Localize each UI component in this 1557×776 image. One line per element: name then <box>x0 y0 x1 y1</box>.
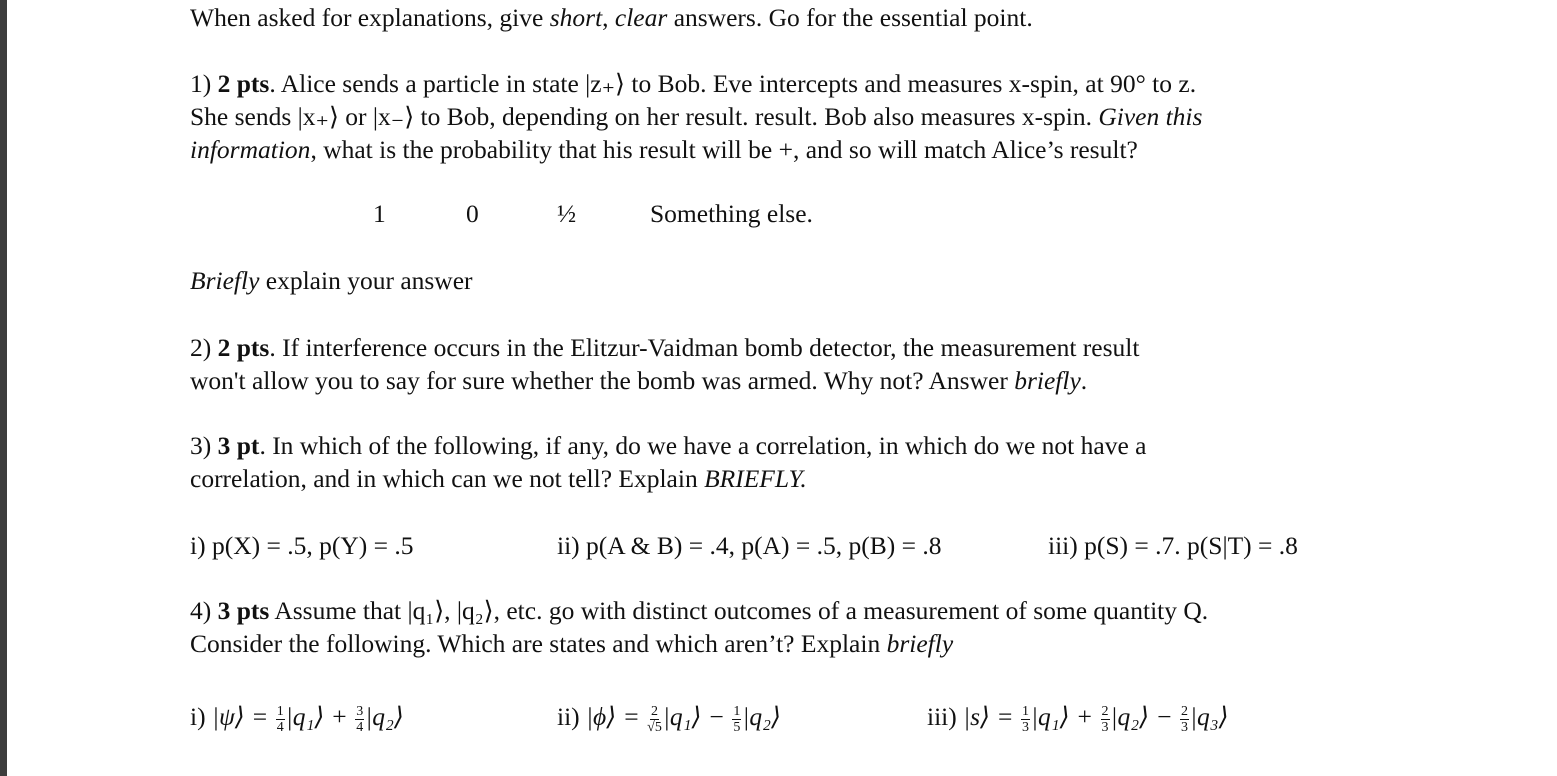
q3-number: 3) <box>190 431 212 460</box>
q3-em-briefly: BRIEFLY. <box>704 464 807 493</box>
q3-item-i: i) p(X) = .5, p(Y) = .5 <box>190 531 414 560</box>
q1-text-1: . Alice sends a particle in state |z₊⟩ to Bob. Eve intercepts and measures x-spin, at 90° to z. <box>269 69 1197 98</box>
eq-iii-ket-1: |q₁⟩ + <box>1030 702 1094 731</box>
intro-em-short: short <box>549 3 603 32</box>
eq-ii-frac-1 <box>647 704 662 735</box>
left-edge-bar <box>0 0 7 776</box>
q4-equation-ii <box>557 700 781 735</box>
eq-i-ket-1: |q₁⟩ + <box>285 702 348 731</box>
q3-points: 3 pt <box>217 431 260 460</box>
eq-i-frac-2 <box>355 704 364 735</box>
frac-den: 5 <box>733 719 741 735</box>
question-4 <box>190 594 1490 660</box>
eq-i-label: i) <box>190 702 206 731</box>
eq-ii-frac-2 <box>732 704 741 735</box>
q2-em-briefly: briefly <box>1014 366 1081 395</box>
frac-den: 3 <box>1101 719 1109 735</box>
eq-ii-ket-2: |q₂⟩ <box>742 702 781 731</box>
eq-iii-ket-2: |q₂⟩ − <box>1110 702 1173 731</box>
q2-line-1 <box>190 331 1490 364</box>
frac-den: 3 <box>1181 719 1189 735</box>
q4-line-2 <box>190 627 1490 660</box>
frac-num: 2 <box>1181 703 1189 719</box>
q4-equation-iii <box>927 700 1229 735</box>
q4-text-2: Consider the following. Which are states and which aren’t? Explain <box>190 629 887 658</box>
q1-explain-em: Briefly <box>190 266 260 295</box>
frac-den: 4 <box>276 719 284 735</box>
q1-line-3 <box>190 133 1490 166</box>
q4-number: 4) <box>190 596 212 625</box>
q1-em-information: information <box>190 135 311 164</box>
q1-text-3: , what is the probability that his result will be +, and so will match Alice’s result? <box>310 135 1138 164</box>
eq-ii-label: ii) <box>557 702 580 731</box>
q1-explain <box>190 264 1490 297</box>
q2-number: 2) <box>190 333 212 362</box>
question-3 <box>190 429 1490 495</box>
eq-i-lhs: |ψ⟩ = <box>211 702 269 731</box>
intro-sep: , <box>602 3 615 32</box>
q3-line-1 <box>190 429 1490 462</box>
intro-em-clear: clear <box>614 3 668 32</box>
q2-text-1: . If interference occurs in the Elitzur-Vaidman bomb detector, the measurement result <box>269 333 1140 362</box>
intro-line <box>190 1 1490 34</box>
q2-period: . <box>1080 366 1088 395</box>
eq-iii-label: iii) <box>927 702 957 731</box>
q4-points: 3 pts <box>217 596 270 625</box>
q1-explain-text: explain your answer <box>259 266 473 295</box>
q1-line-1 <box>190 67 1490 100</box>
frac-den: √5 <box>647 719 662 735</box>
frac-num: 2 <box>651 703 659 719</box>
frac-num: 1 <box>1021 703 1029 719</box>
q1-number: 1) <box>190 69 212 98</box>
q4-em-briefly: briefly <box>886 629 954 658</box>
q3-text-1: . In which of the following, if any, do we have a correlation, in which do we not have a <box>259 431 1147 460</box>
q3-text-2: correlation, and in which can we not tell? Explain <box>190 464 705 493</box>
frac-den: 4 <box>356 719 364 735</box>
eq-iii-ket-3: |q₃⟩ <box>1190 702 1229 731</box>
frac-num: 1 <box>276 703 284 719</box>
q3-line-2 <box>190 462 1490 495</box>
q2-line-2 <box>190 364 1490 397</box>
q1-text-2: She sends |x₊⟩ or |x₋⟩ to Bob, depending on her result. result. Bob also measures x-spin. <box>190 102 1099 131</box>
eq-i-ket-2: |q₂⟩ <box>365 702 404 731</box>
q2-points: 2 pts <box>217 333 270 362</box>
q1-choice-else: Something else. <box>650 199 813 228</box>
frac-num: 3 <box>356 703 364 719</box>
frac-num: 1 <box>733 703 741 719</box>
eq-i-frac-1 <box>276 704 285 735</box>
intro-text-end: answers. Go for the essential point. <box>667 3 1033 32</box>
eq-iii-frac-3 <box>1180 704 1189 735</box>
q1-em-given: Given this <box>1098 102 1203 131</box>
frac-num: 2 <box>1101 703 1109 719</box>
frac-den: 3 <box>1021 719 1029 735</box>
q3-item-iii: iii) p(S) = .7. p(S|T) = .8 <box>1048 531 1298 560</box>
q4-text-1: Assume that |q₁⟩, |q₂⟩, etc. go with distinct outcomes of a measurement of some quantity Q. <box>269 596 1209 625</box>
eq-iii-frac-2 <box>1101 704 1110 735</box>
q1-choice-half: ½ <box>557 199 577 228</box>
q4-equation-i <box>190 700 404 735</box>
eq-iii-lhs: |s⟩ = <box>963 702 1014 731</box>
q4-line-1 <box>190 594 1490 627</box>
q3-item-ii: ii) p(A & B) = .4, p(A) = .5, p(B) = .8 <box>557 531 942 560</box>
q1-points: 2 pts <box>217 69 270 98</box>
eq-ii-lhs: |ϕ⟩ = <box>586 702 640 731</box>
q1-choice-1: 1 <box>373 199 386 228</box>
question-2 <box>190 331 1490 397</box>
eq-iii-frac-1 <box>1021 704 1030 735</box>
question-1 <box>190 67 1490 166</box>
q2-text-2: won't allow you to say for sure whether the bomb was armed. Why not? Answer <box>190 366 1015 395</box>
intro-text: When asked for explanations, give <box>190 3 550 32</box>
q1-line-2 <box>190 100 1490 133</box>
eq-ii-ket-1: |q₁⟩ − <box>662 702 726 731</box>
q1-choice-0: 0 <box>466 199 479 228</box>
